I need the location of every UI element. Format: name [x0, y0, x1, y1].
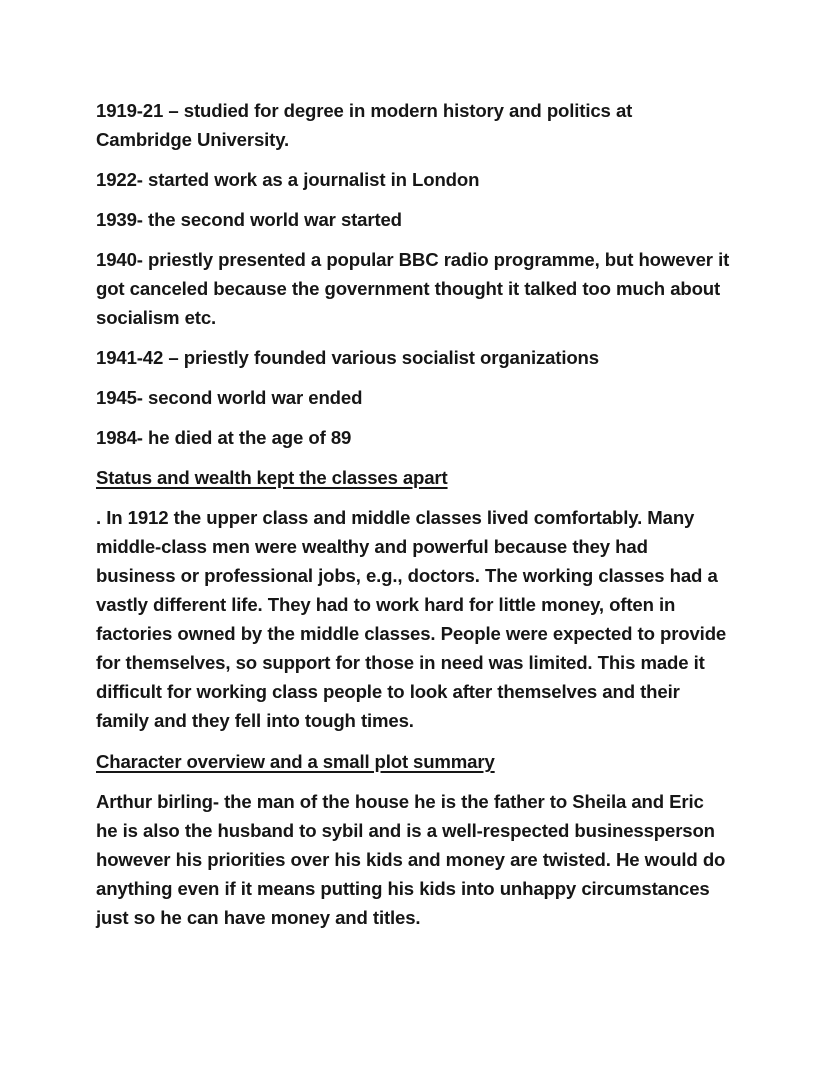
- heading-status-and-wealth: Status and wealth kept the classes apart: [96, 467, 448, 488]
- paragraph-class-divide: . In 1912 the upper class and middle classes lived comfortably. Many middle-class men were wealthy and powerful because they had business or professional jobs, e.g., doctors. The working classes had a vastly different life. They had to work hard for little money, often in factories owned by the middle classes. People were expected to provide for themselves, so support for those in need was limited. This made it difficult for working class people to look after themselves and their family and they fell into tough times.: [96, 507, 727, 731]
- timeline-entry-1922: 1922- started work as a journalist in London: [96, 169, 480, 190]
- timeline-entry-1940: 1940- priestly presented a popular BBC radio programme, but however it got canceled because the government thought it talked too much about socialism etc.: [96, 249, 730, 328]
- document-body: [96, 96, 730, 932]
- heading-character-overview: Character overview and a small plot summary: [96, 751, 495, 772]
- timeline-entry-1945: 1945- second world war ended: [96, 387, 363, 408]
- timeline-entry-1984: 1984- he died at the age of 89: [96, 427, 352, 448]
- paragraph-arthur-birling: Arthur birling- the man of the house he is the father to Sheila and Eric he is also the husband to sybil and is a well-respected businessperson however his priorities over his kids and money are twisted. He would do anything even if it means putting his kids into unhappy circumstances just so he can have money and titles.: [96, 791, 726, 928]
- timeline-entry-1939: 1939- the second world war started: [96, 209, 402, 230]
- timeline-entry-1919-21: 1919-21 – studied for degree in modern history and politics at Cambridge University.: [96, 100, 633, 150]
- timeline-entry-1941-42: 1941-42 – priestly founded various socialist organizations: [96, 347, 599, 368]
